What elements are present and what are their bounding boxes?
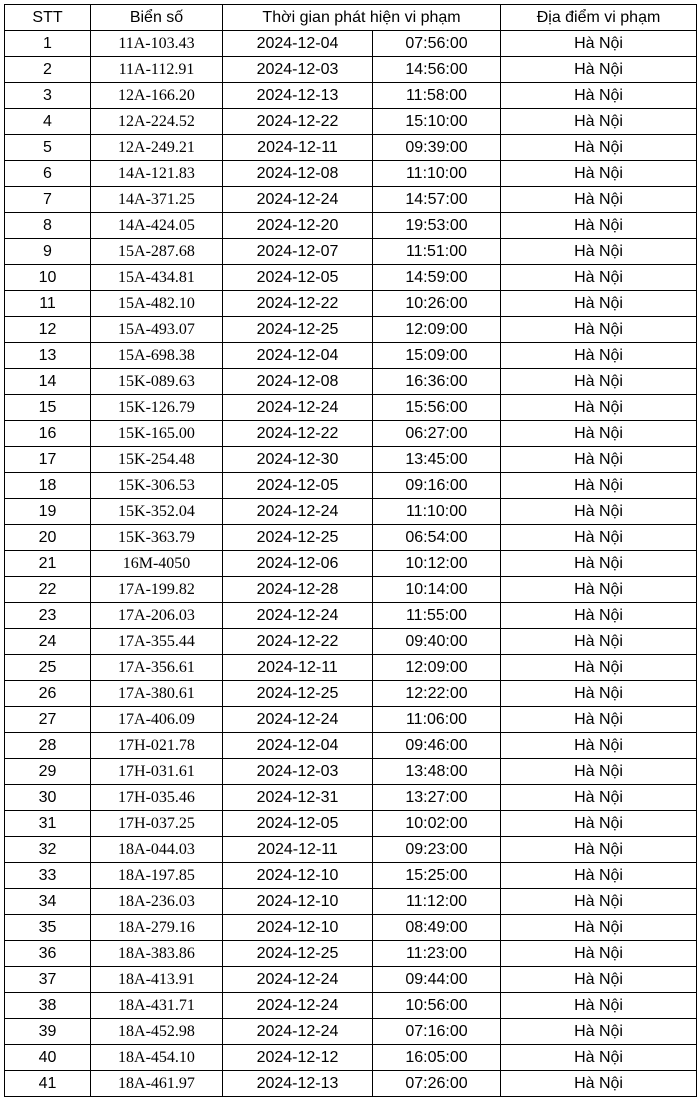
table-row (5, 863, 697, 889)
table-row (5, 1045, 697, 1071)
time-cell: 09:39:00 (373, 135, 501, 161)
stt-cell: 16 (5, 421, 91, 447)
time-cell: 10:02:00 (373, 811, 501, 837)
plate-cell: 18A-461.97 (91, 1071, 223, 1097)
plate-cell: 18A-236.03 (91, 889, 223, 915)
time-cell: 11:10:00 (373, 499, 501, 525)
time-cell: 14:56:00 (373, 57, 501, 83)
table-row (5, 317, 697, 343)
time-cell: 11:10:00 (373, 161, 501, 187)
location-cell: Hà Nội (501, 135, 697, 161)
plate-cell: 17A-355.44 (91, 629, 223, 655)
stt-cell: 27 (5, 707, 91, 733)
plate-cell: 15K-126.79 (91, 395, 223, 421)
time-cell: 08:49:00 (373, 915, 501, 941)
plate-cell: 18A-454.10 (91, 1045, 223, 1071)
table-row (5, 369, 697, 395)
stt-cell: 28 (5, 733, 91, 759)
table-row (5, 239, 697, 265)
date-cell: 2024-12-13 (223, 1071, 373, 1097)
date-cell: 2024-12-24 (223, 707, 373, 733)
plate-cell: 15K-306.53 (91, 473, 223, 499)
plate-cell: 17H-031.61 (91, 759, 223, 785)
stt-cell: 4 (5, 109, 91, 135)
table-row (5, 1019, 697, 1045)
time-cell: 12:09:00 (373, 317, 501, 343)
location-cell: Hà Nội (501, 707, 697, 733)
date-cell: 2024-12-10 (223, 863, 373, 889)
location-cell: Hà Nội (501, 941, 697, 967)
location-cell: Hà Nội (501, 421, 697, 447)
stt-cell: 7 (5, 187, 91, 213)
date-cell: 2024-12-08 (223, 161, 373, 187)
date-cell: 2024-12-22 (223, 421, 373, 447)
date-cell: 2024-12-13 (223, 83, 373, 109)
time-cell: 15:09:00 (373, 343, 501, 369)
date-cell: 2024-12-06 (223, 551, 373, 577)
violations-table (4, 4, 697, 1097)
location-cell: Hà Nội (501, 993, 697, 1019)
table-row (5, 161, 697, 187)
time-cell: 09:46:00 (373, 733, 501, 759)
time-cell: 10:26:00 (373, 291, 501, 317)
table-row (5, 499, 697, 525)
time-cell: 14:59:00 (373, 265, 501, 291)
location-cell: Hà Nội (501, 317, 697, 343)
plate-cell: 15A-482.10 (91, 291, 223, 317)
stt-cell: 14 (5, 369, 91, 395)
time-cell: 10:12:00 (373, 551, 501, 577)
stt-cell: 3 (5, 83, 91, 109)
plate-cell: 15K-352.04 (91, 499, 223, 525)
table-row (5, 525, 697, 551)
stt-cell: 10 (5, 265, 91, 291)
location-cell: Hà Nội (501, 629, 697, 655)
date-cell: 2024-12-11 (223, 135, 373, 161)
plate-cell: 17A-206.03 (91, 603, 223, 629)
location-cell: Hà Nội (501, 187, 697, 213)
plate-cell: 12A-249.21 (91, 135, 223, 161)
stt-cell: 22 (5, 577, 91, 603)
location-cell: Hà Nội (501, 499, 697, 525)
location-cell: Hà Nội (501, 889, 697, 915)
plate-cell: 15A-493.07 (91, 317, 223, 343)
stt-cell: 20 (5, 525, 91, 551)
stt-cell: 23 (5, 603, 91, 629)
date-cell: 2024-12-22 (223, 291, 373, 317)
time-cell: 11:58:00 (373, 83, 501, 109)
table-row (5, 681, 697, 707)
date-cell: 2024-12-30 (223, 447, 373, 473)
plate-cell: 14A-424.05 (91, 213, 223, 239)
time-cell: 14:57:00 (373, 187, 501, 213)
location-cell: Hà Nội (501, 733, 697, 759)
table-row (5, 603, 697, 629)
date-cell: 2024-12-25 (223, 317, 373, 343)
stt-cell: 21 (5, 551, 91, 577)
time-cell: 11:23:00 (373, 941, 501, 967)
date-cell: 2024-12-24 (223, 1019, 373, 1045)
date-cell: 2024-12-10 (223, 915, 373, 941)
table-row (5, 343, 697, 369)
stt-cell: 41 (5, 1071, 91, 1097)
time-cell: 06:27:00 (373, 421, 501, 447)
table-row (5, 265, 697, 291)
location-cell: Hà Nội (501, 759, 697, 785)
date-cell: 2024-12-03 (223, 759, 373, 785)
plate-cell: 18A-044.03 (91, 837, 223, 863)
location-cell: Hà Nội (501, 265, 697, 291)
plate-cell: 15A-434.81 (91, 265, 223, 291)
time-cell: 12:09:00 (373, 655, 501, 681)
location-cell: Hà Nội (501, 525, 697, 551)
date-cell: 2024-12-05 (223, 811, 373, 837)
date-cell: 2024-12-11 (223, 837, 373, 863)
stt-cell: 35 (5, 915, 91, 941)
plate-cell: 15K-363.79 (91, 525, 223, 551)
table-row (5, 837, 697, 863)
table-row (5, 655, 697, 681)
stt-cell: 2 (5, 57, 91, 83)
location-cell: Hà Nội (501, 239, 697, 265)
plate-cell: 18A-279.16 (91, 915, 223, 941)
time-cell: 07:26:00 (373, 1071, 501, 1097)
table-row (5, 83, 697, 109)
table-row (5, 187, 697, 213)
location-cell: Hà Nội (501, 473, 697, 499)
date-cell: 2024-12-08 (223, 369, 373, 395)
table-row (5, 941, 697, 967)
plate-cell: 18A-452.98 (91, 1019, 223, 1045)
date-cell: 2024-12-07 (223, 239, 373, 265)
date-cell: 2024-12-28 (223, 577, 373, 603)
table-header (5, 5, 697, 31)
time-cell: 09:44:00 (373, 967, 501, 993)
time-cell: 11:55:00 (373, 603, 501, 629)
plate-cell: 17A-199.82 (91, 577, 223, 603)
table-row (5, 447, 697, 473)
stt-cell: 29 (5, 759, 91, 785)
header-row (5, 5, 697, 31)
stt-cell: 5 (5, 135, 91, 161)
location-cell: Hà Nội (501, 161, 697, 187)
date-cell: 2024-12-03 (223, 57, 373, 83)
location-cell: Hà Nội (501, 551, 697, 577)
location-cell: Hà Nội (501, 577, 697, 603)
table-row (5, 629, 697, 655)
date-cell: 2024-12-10 (223, 889, 373, 915)
time-cell: 06:54:00 (373, 525, 501, 551)
plate-cell: 17A-356.61 (91, 655, 223, 681)
location-cell: Hà Nội (501, 395, 697, 421)
time-cell: 10:14:00 (373, 577, 501, 603)
location-cell: Hà Nội (501, 369, 697, 395)
plate-cell: 18A-431.71 (91, 993, 223, 1019)
date-cell: 2024-12-31 (223, 785, 373, 811)
location-cell: Hà Nội (501, 1019, 697, 1045)
table-row (5, 109, 697, 135)
stt-cell: 40 (5, 1045, 91, 1071)
date-cell: 2024-12-04 (223, 31, 373, 57)
stt-cell: 26 (5, 681, 91, 707)
plate-cell: 18A-413.91 (91, 967, 223, 993)
date-cell: 2024-12-24 (223, 603, 373, 629)
time-cell: 15:25:00 (373, 863, 501, 889)
table-row (5, 395, 697, 421)
time-cell: 09:40:00 (373, 629, 501, 655)
plate-cell: 15K-165.00 (91, 421, 223, 447)
date-cell: 2024-12-25 (223, 941, 373, 967)
table-row (5, 291, 697, 317)
time-cell: 13:27:00 (373, 785, 501, 811)
stt-cell: 12 (5, 317, 91, 343)
stt-cell: 24 (5, 629, 91, 655)
plate-cell: 17A-380.61 (91, 681, 223, 707)
stt-cell: 11 (5, 291, 91, 317)
date-cell: 2024-12-25 (223, 681, 373, 707)
location-cell: Hà Nội (501, 109, 697, 135)
date-cell: 2024-12-20 (223, 213, 373, 239)
plate-cell: 15K-254.48 (91, 447, 223, 473)
stt-cell: 17 (5, 447, 91, 473)
location-cell: Hà Nội (501, 967, 697, 993)
table-row (5, 967, 697, 993)
plate-cell: 15A-287.68 (91, 239, 223, 265)
time-cell: 11:06:00 (373, 707, 501, 733)
location-cell: Hà Nội (501, 681, 697, 707)
table-row (5, 785, 697, 811)
time-cell: 09:23:00 (373, 837, 501, 863)
stt-cell: 32 (5, 837, 91, 863)
location-cell: Hà Nội (501, 1071, 697, 1097)
location-cell: Hà Nội (501, 863, 697, 889)
date-cell: 2024-12-22 (223, 109, 373, 135)
plate-cell: 17H-037.25 (91, 811, 223, 837)
location-cell: Hà Nội (501, 915, 697, 941)
time-cell: 16:05:00 (373, 1045, 501, 1071)
stt-cell: 13 (5, 343, 91, 369)
plate-cell: 14A-371.25 (91, 187, 223, 213)
table-row (5, 31, 697, 57)
time-cell: 16:36:00 (373, 369, 501, 395)
table-row (5, 733, 697, 759)
plate-cell: 15K-089.63 (91, 369, 223, 395)
location-cell: Hà Nội (501, 811, 697, 837)
date-cell: 2024-12-25 (223, 525, 373, 551)
plate-cell: 17A-406.09 (91, 707, 223, 733)
location-cell: Hà Nội (501, 213, 697, 239)
table-row (5, 993, 697, 1019)
location-cell: Hà Nội (501, 343, 697, 369)
header-detected-time: Thời gian phát hiện vi phạm (223, 5, 501, 31)
date-cell: 2024-12-24 (223, 993, 373, 1019)
table-row (5, 889, 697, 915)
table-row (5, 577, 697, 603)
stt-cell: 36 (5, 941, 91, 967)
time-cell: 07:56:00 (373, 31, 501, 57)
plate-cell: 18A-383.86 (91, 941, 223, 967)
stt-cell: 38 (5, 993, 91, 1019)
table-row (5, 707, 697, 733)
plate-cell: 16M-4050 (91, 551, 223, 577)
table-row (5, 759, 697, 785)
table-row (5, 57, 697, 83)
date-cell: 2024-12-04 (223, 343, 373, 369)
location-cell: Hà Nội (501, 603, 697, 629)
date-cell: 2024-12-24 (223, 499, 373, 525)
time-cell: 07:16:00 (373, 1019, 501, 1045)
date-cell: 2024-12-12 (223, 1045, 373, 1071)
location-cell: Hà Nội (501, 655, 697, 681)
date-cell: 2024-12-05 (223, 265, 373, 291)
location-cell: Hà Nội (501, 785, 697, 811)
date-cell: 2024-12-05 (223, 473, 373, 499)
stt-cell: 39 (5, 1019, 91, 1045)
table-row (5, 421, 697, 447)
table-row (5, 135, 697, 161)
plate-cell: 18A-197.85 (91, 863, 223, 889)
location-cell: Hà Nội (501, 291, 697, 317)
date-cell: 2024-12-04 (223, 733, 373, 759)
time-cell: 15:56:00 (373, 395, 501, 421)
stt-cell: 6 (5, 161, 91, 187)
table-row (5, 551, 697, 577)
stt-cell: 31 (5, 811, 91, 837)
date-cell: 2024-12-11 (223, 655, 373, 681)
date-cell: 2024-12-24 (223, 967, 373, 993)
stt-cell: 1 (5, 31, 91, 57)
header-location: Địa điểm vi phạm (501, 5, 697, 31)
location-cell: Hà Nội (501, 447, 697, 473)
time-cell: 10:56:00 (373, 993, 501, 1019)
header-stt: STT (5, 5, 91, 31)
stt-cell: 18 (5, 473, 91, 499)
plate-cell: 17H-035.46 (91, 785, 223, 811)
table-row (5, 473, 697, 499)
table-row (5, 213, 697, 239)
table-row (5, 915, 697, 941)
time-cell: 11:12:00 (373, 889, 501, 915)
location-cell: Hà Nội (501, 837, 697, 863)
date-cell: 2024-12-24 (223, 187, 373, 213)
plate-cell: 17H-021.78 (91, 733, 223, 759)
location-cell: Hà Nội (501, 1045, 697, 1071)
time-cell: 11:51:00 (373, 239, 501, 265)
plate-cell: 14A-121.83 (91, 161, 223, 187)
time-cell: 15:10:00 (373, 109, 501, 135)
time-cell: 12:22:00 (373, 681, 501, 707)
stt-cell: 30 (5, 785, 91, 811)
plate-cell: 12A-224.52 (91, 109, 223, 135)
time-cell: 19:53:00 (373, 213, 501, 239)
table-body (5, 31, 697, 1097)
header-plate: Biển số (91, 5, 223, 31)
location-cell: Hà Nội (501, 83, 697, 109)
stt-cell: 15 (5, 395, 91, 421)
plate-cell: 15A-698.38 (91, 343, 223, 369)
stt-cell: 37 (5, 967, 91, 993)
time-cell: 13:48:00 (373, 759, 501, 785)
stt-cell: 33 (5, 863, 91, 889)
stt-cell: 9 (5, 239, 91, 265)
plate-cell: 11A-103.43 (91, 31, 223, 57)
stt-cell: 34 (5, 889, 91, 915)
time-cell: 09:16:00 (373, 473, 501, 499)
location-cell: Hà Nội (501, 57, 697, 83)
table-row (5, 1071, 697, 1097)
stt-cell: 8 (5, 213, 91, 239)
plate-cell: 11A-112.91 (91, 57, 223, 83)
plate-cell: 12A-166.20 (91, 83, 223, 109)
date-cell: 2024-12-24 (223, 395, 373, 421)
location-cell: Hà Nội (501, 31, 697, 57)
date-cell: 2024-12-22 (223, 629, 373, 655)
stt-cell: 25 (5, 655, 91, 681)
time-cell: 13:45:00 (373, 447, 501, 473)
table-row (5, 811, 697, 837)
stt-cell: 19 (5, 499, 91, 525)
